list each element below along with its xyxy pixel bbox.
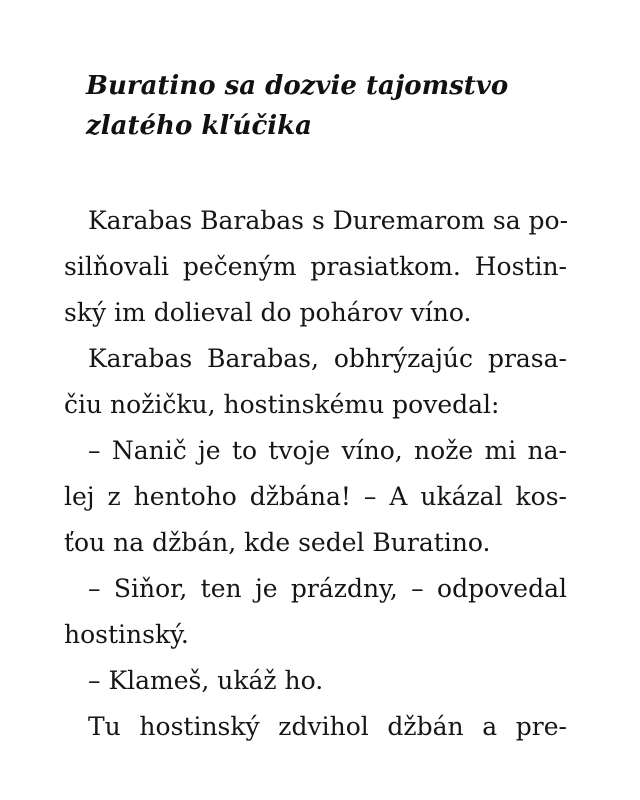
- text-line: lej z hentoho džbána! – A ukázal kos-: [64, 482, 567, 511]
- text-line: – Klameš, ukáž ho.: [88, 666, 324, 695]
- text-line: Karabas Barabas s Duremarom sa po-: [88, 206, 569, 235]
- text-line: čiu nožičku, hostinskému povedal:: [64, 390, 500, 419]
- text-line: ský im dolieval do pohárov víno.: [64, 298, 472, 327]
- text-line: Tu hostinský zdvihol džbán a pre-: [88, 712, 567, 741]
- text-line: hostinský.: [64, 620, 189, 649]
- chapter-title: [86, 66, 508, 146]
- text-line: – Nanič je to tvoje víno, nože mi na-: [88, 436, 567, 465]
- chapter-title-line: Buratino sa dozvie tajomstvo: [86, 71, 509, 101]
- text-line: – Siňor, ten je prázdny, – odpovedal: [88, 574, 567, 603]
- text-line: Karabas Barabas, obhrýzajúc prasa-: [88, 344, 567, 373]
- chapter-title-line: zlatého kľúčika: [86, 111, 313, 141]
- text-line: silňovali pečeným prasiatkom. Hostin-: [64, 252, 567, 281]
- text-line: ťou na džbán, kde sedel Buratino.: [64, 528, 491, 557]
